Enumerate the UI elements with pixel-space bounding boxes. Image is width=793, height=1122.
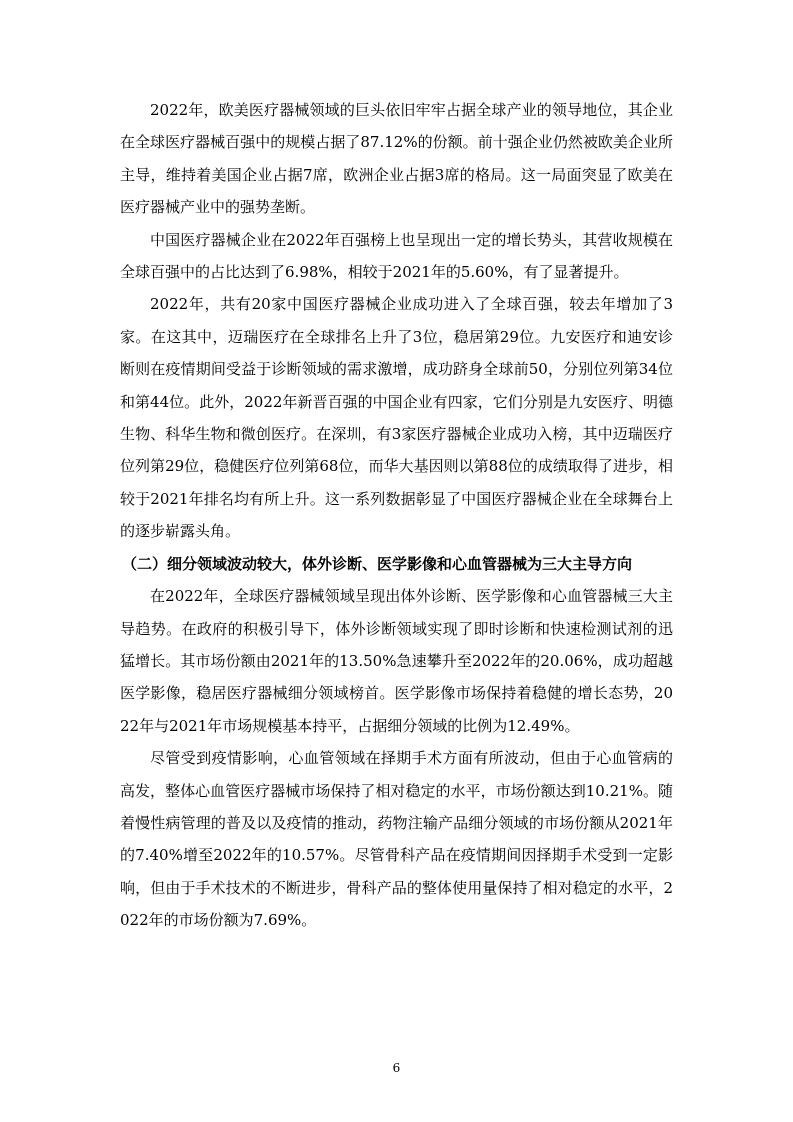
page-number: 6 <box>392 1061 401 1075</box>
paragraph-cardiovascular-orthopedics: 尽管受到疫情影响，心血管领域在择期手术方面有所波动，但由于心血管病的高发，整体心血管医疗器械市场保持了相对稳定的水平，市场份额达到10.21%。随着慢性病管理的普及以及疫情的推动，药物注输产品细分领域的市场份额从2021年的7.40%增至2022年的10.57%。尽管骨科产品在疫情期间因择期手术受到一定影响，但由于手术技术的不断进步，骨科产品的整体使用量保持了相对稳定的水平，2022年的市场份额为7.69%。 <box>120 749 673 930</box>
paragraph-china-top100-companies: 2022年，共有20家中国医疗器械企业成功进入了全球百强，较去年增加了3家。在这其中，迈瑞医疗在全球排名上升了3位，稳居第29位。九安医疗和迪安诊断则在疫情期间受益于诊断领域的需求激增，成功跻身全球前50，分别位列第34位和第44位。此外，2022年新晋百强的中国企业有四家，它们分别是九安医疗、明德生物、科华生物和微创医疗。在深圳，有3家医疗器械企业成功入榜，其中迈瑞医疗位列第29位，稳健医疗位列第68位，而华大基因则以第88位的成绩取得了进步，相较于2021年排名均有所上升。这一系列数据彰显了中国医疗器械企业在全球舞台上的逐步崭露头角。 <box>120 295 673 541</box>
paragraph-three-major-segments: 在2022年，全球医疗器械领域呈现出体外诊断、医学影像和心血管器械三大主导趋势。在政府的积极引导下，体外诊断领域实现了即时诊断和快速检测试剂的迅猛增长。其市场份额由2021年的13.50%急速攀升至2022年的20.06%，成功超越医学影像，稳居医疗器械细分领域榜首。医学影像市场保持着稳健的增长态势，2022年与2021年市场规模基本持平，占据细分领域的比例为12.49%。 <box>120 587 673 735</box>
paragraph-eu-us-dominance: 2022年，欧美医疗器械领域的巨头依旧牢牢占据全球产业的领导地位，其企业在全球医疗器械百强中的规模占据了87.12%的份额。前十强企业仍然被欧美企业所主导，维持着美国企业占据7席，欧洲企业占据3席的格局。这一局面突显了欧美在医疗器械产业中的强势垄断。 <box>120 101 673 217</box>
page-content <box>120 94 673 937</box>
section-heading: （二）细分领域波动较大，体外诊断、医学影像和心血管器械为三大主导方向 <box>122 554 633 573</box>
paragraph-china-revenue-share: 中国医疗器械企业在2022年百强榜上也呈现出一定的增长势头，其营收规模在全球百强中的占比达到了6.98%，相较于2021年的5.60%，有了显著提升。 <box>120 230 673 282</box>
